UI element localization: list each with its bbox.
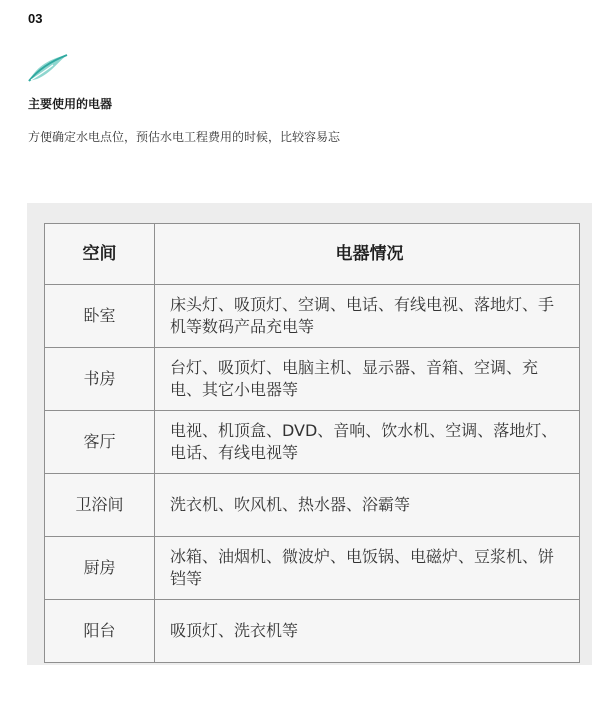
section-number: 03 [28, 11, 43, 26]
table-row [45, 537, 580, 600]
header-space: 空间 [45, 224, 155, 285]
row-appliances: 床头灯、吸顶灯、空调、电话、有线电视、落地灯、手机等数码产品充电等 [155, 285, 580, 348]
row-appliances: 台灯、吸顶灯、电脑主机、显示器、音箱、空调、充电、其它小电器等 [155, 348, 580, 411]
row-space: 卧室 [45, 285, 155, 348]
table-row [45, 411, 580, 474]
table-row [45, 600, 580, 663]
table-header-row [45, 224, 580, 285]
section-subtitle: 主要使用的电器 [28, 97, 113, 111]
leaf-mark-icon [27, 53, 69, 83]
appliance-table-photo [27, 203, 592, 665]
row-space: 卫浴间 [45, 474, 155, 537]
table-row [45, 348, 580, 411]
section-description: 方便确定水电点位，预估水电工程费用的时候，比较容易忘 [28, 130, 341, 144]
table-row [45, 285, 580, 348]
row-appliances: 吸顶灯、洗衣机等 [155, 600, 580, 663]
row-appliances: 电视、机顶盒、DVD、音响、饮水机、空调、落地灯、电话、有线电视等 [155, 411, 580, 474]
row-space: 书房 [45, 348, 155, 411]
row-space: 阳台 [45, 600, 155, 663]
row-space: 厨房 [45, 537, 155, 600]
table-row [45, 474, 580, 537]
row-appliances: 冰箱、油烟机、微波炉、电饭锅、电磁炉、豆浆机、饼铛等 [155, 537, 580, 600]
row-space: 客厅 [45, 411, 155, 474]
header-appliances: 电器情况 [155, 224, 580, 285]
row-appliances: 洗衣机、吹风机、热水器、浴霸等 [155, 474, 580, 537]
appliance-table [44, 223, 580, 663]
